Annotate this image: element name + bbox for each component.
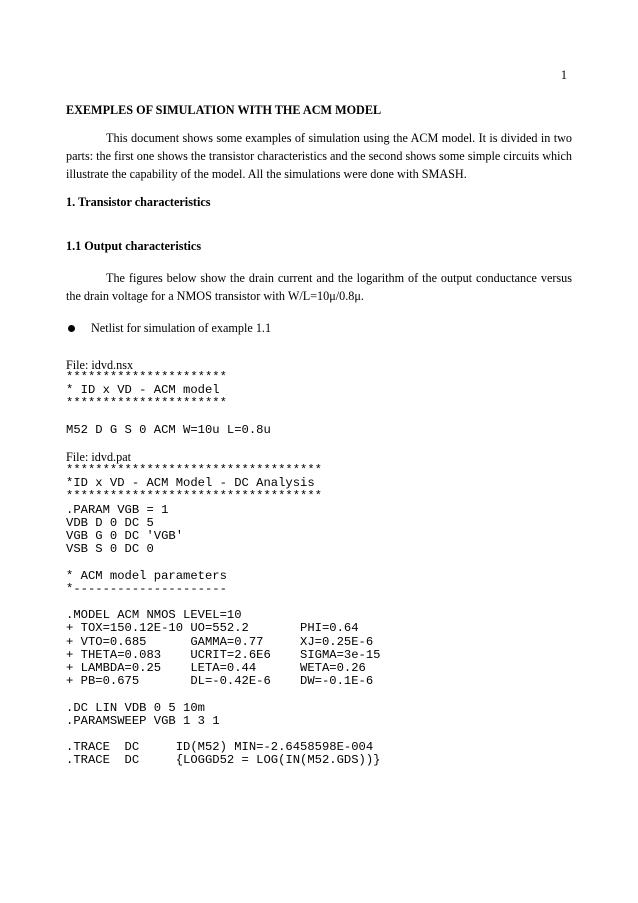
code-block-idvd-nsx: ********************** * ID x VD - ACM model ********************** M52 D G S 0 ACM W=10u L=0.8u — [66, 370, 271, 437]
intro-text: This document shows some examples of simulation using the ACM model. It is divided in two parts: the first one shows the transistor characteristics and the second shows some simple circuits which illustrate the capability of the model. All the simulations were done with SMASH. — [66, 131, 573, 181]
document-title: EXEMPLES OF SIMULATION WITH THE ACM MODEL — [66, 103, 382, 117]
intro-paragraph — [66, 129, 572, 183]
code-block-idvd-pat: *********************************** *ID x VD - ACM Model - DC Analysis *********************************** .PARAM VGB = 1 VDB D 0 DC 5 VGB G 0 DC 'VGB' VSB S 0 DC 0 * ACM model parameters *--------------------- .MODEL ACM NMOS LEVEL=10 + TOX=150.12E-10 UO=552.2 PHI=0.64 + VTO=0.685 GAMMA=0.77 XJ=0.25E-6 + THETA=0.083 UCRIT=2.6E6 SIGMA=3e-15 + LAMBDA=0.25 LETA=0.44 WETA=0.26 + PB=0.675 DL=-0.42E-6 DW=-0.1E-6 .DC LIN VDB 0 5 10m .PARAMSWEEP VGB 1 3 1 .TRACE DC ID(M52) MIN=-2.6458598E-004 .TRACE DC {LOGGD52 = LOG(IN(M52.GDS))} — [66, 463, 381, 768]
bullet-text: Netlist for simulation of example 1.1 — [91, 321, 272, 335]
file-label-idvd-nsx: File: idvd.nsx — [66, 358, 134, 372]
output-characteristics-paragraph — [66, 269, 572, 305]
output-characteristics-text: The figures below show the drain current and the logarithm of the output conductance versus the drain voltage for a NMOS transistor with W/L=10μ/0.8μ. — [66, 271, 572, 303]
bullet-dot-icon — [68, 325, 75, 332]
section-heading-1-1: 1.1 Output characteristics — [66, 239, 202, 253]
page-number: 1 — [560, 68, 567, 82]
section-heading-1: 1. Transistor characteristics — [66, 195, 211, 209]
bullet-item — [66, 319, 271, 337]
file-label-idvd-pat: File: idvd.pat — [66, 450, 131, 464]
